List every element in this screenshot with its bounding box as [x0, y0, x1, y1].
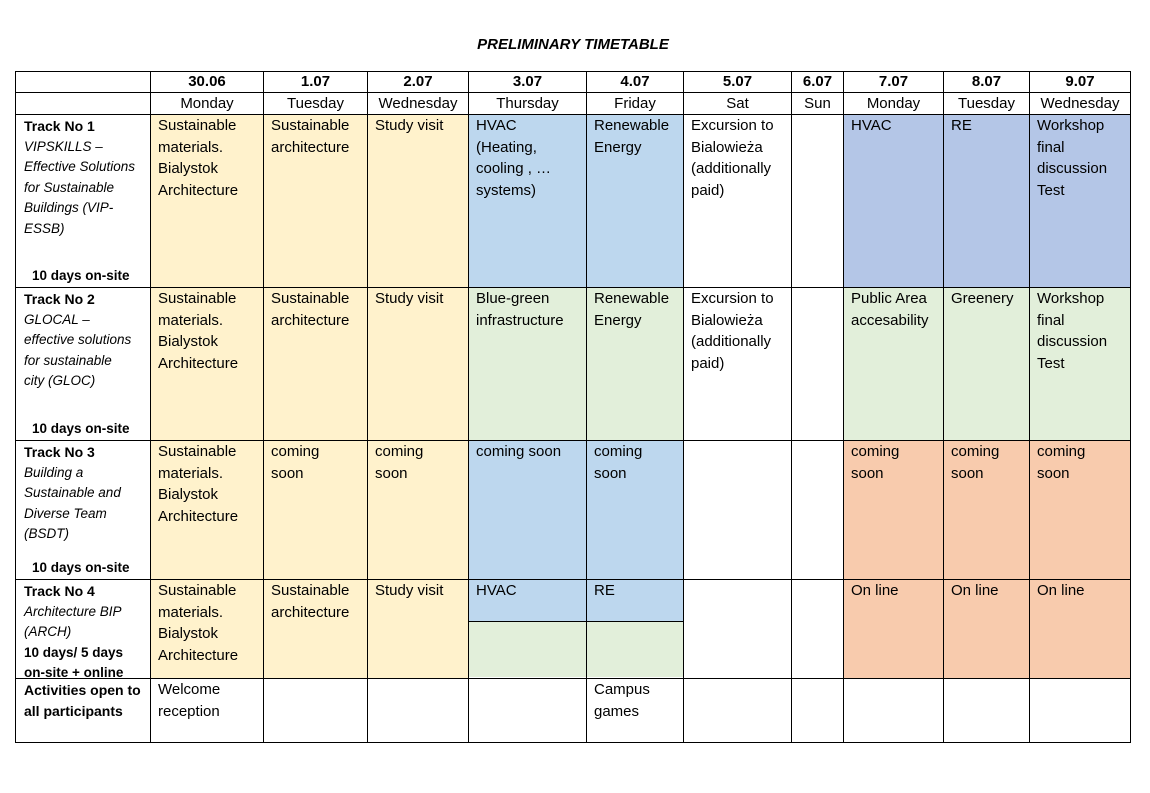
session-cell: Workshop final discussion Test — [1030, 115, 1131, 288]
session-cell: On line — [944, 580, 1030, 679]
track-label-cell — [16, 115, 151, 288]
page-title: PRELIMINARY TIMETABLE — [477, 36, 669, 53]
track-duration: 10 days on-site — [32, 268, 130, 283]
date-header: 3.07 — [469, 72, 587, 93]
session-cell: coming soon — [368, 441, 469, 580]
session-label: HVAC — [469, 580, 586, 622]
activity-cell — [368, 679, 469, 743]
session-cell — [587, 580, 684, 679]
activities-row — [16, 679, 1131, 743]
activity-cell — [944, 679, 1030, 743]
track-description: GLOCAL – effective solutions for sustainable city (GLOC) — [24, 311, 132, 388]
activity-cell — [684, 679, 792, 743]
track-description: Architecture BIP (ARCH) — [24, 603, 122, 639]
session-cell: Study visit — [368, 580, 469, 679]
session-cell: Public Area accesability — [844, 288, 944, 441]
day-header: Friday — [587, 93, 684, 115]
dates-row — [16, 72, 1131, 93]
track-name: Track No 3 — [24, 444, 95, 460]
session-cell: Sustainable architecture — [264, 115, 368, 288]
activity-cell: Welcome reception — [151, 679, 264, 743]
session-cell: HVAC — [844, 115, 944, 288]
date-header: 6.07 — [792, 72, 844, 93]
session-cell: Sustainable architecture — [264, 288, 368, 441]
session-cell — [792, 441, 844, 580]
session-cell — [792, 580, 844, 679]
activity-cell: Campus games — [587, 679, 684, 743]
session-cell: RE — [944, 115, 1030, 288]
session-cell: Study visit — [368, 115, 469, 288]
session-cell: Renewable Energy — [587, 288, 684, 441]
track-description: VIPSKILLS – Effective Solutions for Sustainable Buildings (VIP- ESSB) — [24, 138, 136, 236]
track-name: Track No 1 — [24, 118, 95, 134]
date-header: 5.07 — [684, 72, 792, 93]
session-cell: Excursion to Bialowieża (additionally paid) — [684, 115, 792, 288]
day-header: Sat — [684, 93, 792, 115]
track-label-cell — [16, 580, 151, 679]
activity-cell — [844, 679, 944, 743]
session-cell — [792, 288, 844, 441]
track-label-cell — [16, 441, 151, 580]
session-cell: Renewable Energy — [587, 115, 684, 288]
day-header: Wednesday — [368, 93, 469, 115]
date-header: 4.07 — [587, 72, 684, 93]
track-row — [16, 580, 1131, 679]
day-header: Monday — [844, 93, 944, 115]
track-duration: 10 days on-site — [32, 421, 130, 436]
days-row — [16, 93, 1131, 115]
session-cell: coming soon — [587, 441, 684, 580]
track-duration: 10 days on-site — [32, 560, 130, 575]
session-cell: Sustainable materials. Bialystok Architecture — [151, 288, 264, 441]
session-filler — [587, 622, 683, 677]
activity-cell — [1030, 679, 1131, 743]
corner-cell — [16, 93, 151, 115]
session-cell: Study visit — [368, 288, 469, 441]
day-header: Thursday — [469, 93, 587, 115]
session-cell: coming soon — [264, 441, 368, 580]
date-header: 1.07 — [264, 72, 368, 93]
session-filler — [469, 622, 586, 677]
date-header: 8.07 — [944, 72, 1030, 93]
activity-cell — [469, 679, 587, 743]
session-cell: coming soon — [944, 441, 1030, 580]
activities-label: Activities open to all participants — [16, 679, 151, 743]
track-name: Track No 2 — [24, 291, 95, 307]
session-cell: Blue-green infrastructure — [469, 288, 587, 441]
session-cell: Excursion to Bialowieża (additionally paid) — [684, 288, 792, 441]
day-header: Wednesday — [1030, 93, 1131, 115]
date-header: 2.07 — [368, 72, 469, 93]
session-cell: Sustainable architecture — [264, 580, 368, 679]
track-label-cell — [16, 288, 151, 441]
session-cell: coming soon — [844, 441, 944, 580]
date-header: 9.07 — [1030, 72, 1131, 93]
corner-cell — [16, 72, 151, 93]
session-cell — [684, 580, 792, 679]
session-cell: On line — [1030, 580, 1131, 679]
session-cell: Workshop final discussion Test — [1030, 288, 1131, 441]
session-cell — [684, 441, 792, 580]
day-header: Tuesday — [944, 93, 1030, 115]
track-row — [16, 288, 1131, 441]
session-cell: On line — [844, 580, 944, 679]
session-label: RE — [587, 580, 683, 622]
session-cell: HVAC (Heating, cooling , … systems) — [469, 115, 587, 288]
session-cell: Sustainable materials. Bialystok Architecture — [151, 580, 264, 679]
session-cell: Sustainable materials. Bialystok Architecture — [151, 115, 264, 288]
track-row — [16, 441, 1131, 580]
session-cell — [469, 580, 587, 679]
session-cell: coming soon — [469, 441, 587, 580]
timetable — [15, 71, 1131, 743]
activity-cell — [264, 679, 368, 743]
track-name: Track No 4 — [24, 583, 95, 599]
session-cell: Sustainable materials. Bialystok Architecture — [151, 441, 264, 580]
day-header: Monday — [151, 93, 264, 115]
activity-cell — [792, 679, 844, 743]
session-cell — [792, 115, 844, 288]
session-cell: Greenery — [944, 288, 1030, 441]
track-duration: 10 days/ 5 days on-site + online — [24, 644, 124, 679]
track-row — [16, 115, 1131, 288]
session-cell: coming soon — [1030, 441, 1131, 580]
day-header: Sun — [792, 93, 844, 115]
day-header: Tuesday — [264, 93, 368, 115]
track-description: Building a Sustainable and Diverse Team (BSDT) — [24, 464, 121, 541]
date-header: 7.07 — [844, 72, 944, 93]
date-header: 30.06 — [151, 72, 264, 93]
